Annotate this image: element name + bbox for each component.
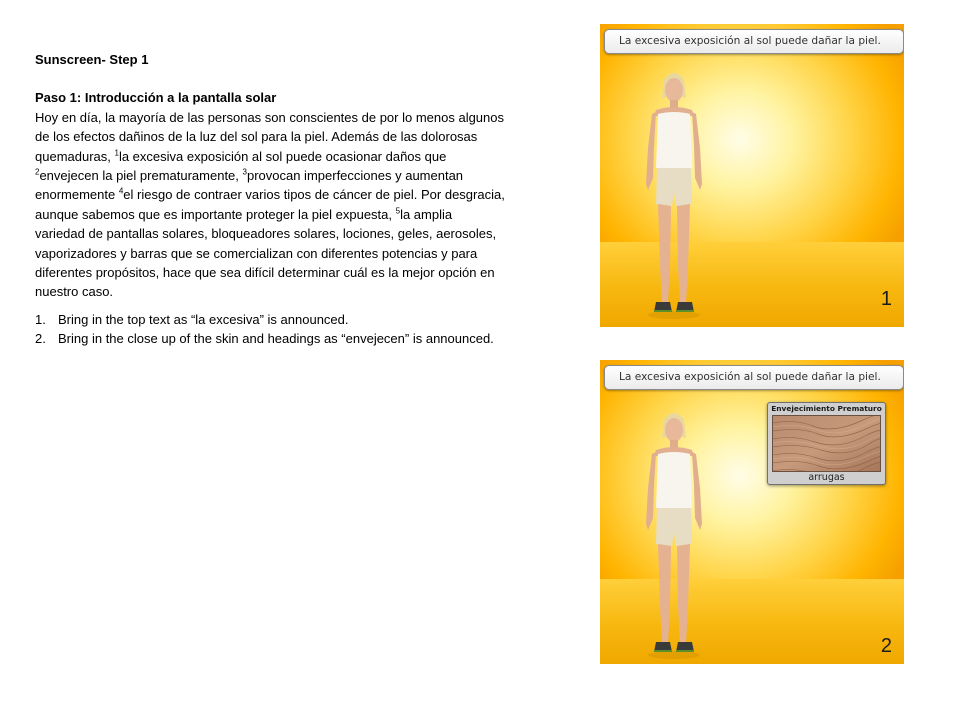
- list-item-number: 1.: [35, 311, 46, 327]
- step-heading: Paso 1: Introducción a la pantalla solar: [35, 90, 277, 106]
- narration-paragraph: [35, 108, 505, 302]
- paragraph-text-2: la excesiva exposición al sol puede ocasionar daños que: [118, 148, 447, 164]
- banner-text: La excesiva exposición al sol puede dañar la piel.: [604, 29, 904, 54]
- cue-marker-2: 2: [35, 167, 40, 177]
- document-title: Sunscreen- Step 1: [35, 52, 149, 67]
- list-item: [35, 329, 505, 348]
- paragraph-text-5: el riesgo de contraer varios tipos de cáncer de piel. Por desgracia, aunque sabemos que es importante proteger la piel expuesta,: [35, 187, 505, 222]
- list-item-number: 2.: [35, 331, 46, 347]
- storyboard-frame-2: [600, 360, 904, 664]
- skin-texture: [773, 416, 881, 472]
- paragraph-text-1: Hoy en día, la mayoría de las personas son conscientes de por lo menos algunos de los efectos dañinos de la luz del sol para la piel. Además de las dolorosas quemaduras,: [35, 109, 504, 164]
- frame-number: 1: [880, 288, 892, 310]
- cue-marker-3: 3: [242, 167, 247, 177]
- banner-text: La excesiva exposición al sol puede dañar la piel.: [604, 365, 904, 390]
- list-item: [35, 310, 505, 329]
- instruction-text: [35, 50, 505, 349]
- wrinkled-skin-image: [772, 415, 881, 472]
- skin-closeup-panel: [767, 402, 886, 485]
- paragraph-text-6: la amplia variedad de pantallas solares, bloqueadores solares, lociones, geles, aerosoles, vaporizadores y barras que se comercializan con diferentes potencias y para diferentes propósitos, hace que sea difícil determinar cuál es la mejor opción en nuestro caso.: [35, 206, 497, 300]
- cue-marker-4: 4: [118, 187, 124, 197]
- woman-figure: [644, 406, 704, 661]
- woman-figure: [644, 66, 704, 321]
- paragraph-text-3: envejecen la piel prematuramente,: [39, 168, 243, 184]
- cue-marker-5: 5: [395, 206, 401, 216]
- step-list: [35, 310, 505, 349]
- paragraph-text-4: provocan imperfecciones y aumentan enormemente: [35, 168, 464, 203]
- storyboard-frame-1: [600, 24, 904, 327]
- inset-title: Envejecimiento Prematuro: [771, 404, 882, 413]
- list-item-text: Bring in the top text as “la excesiva” is announced.: [58, 311, 349, 327]
- frame-number: 2: [880, 635, 892, 657]
- list-item-text: Bring in the close up of the skin and headings as “envejecen” is announced.: [58, 331, 494, 347]
- cue-marker-1: 1: [114, 148, 119, 158]
- inset-caption: arrugas: [808, 472, 845, 483]
